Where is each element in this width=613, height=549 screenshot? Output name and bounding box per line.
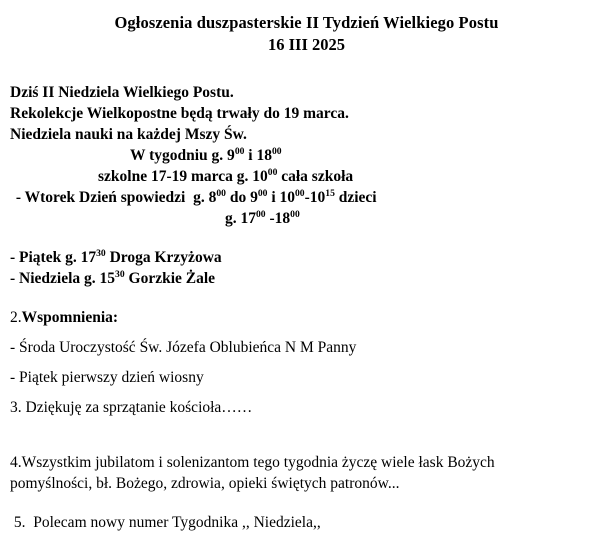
title-line-1: Ogłoszenia duszpasterskie II Tydzień Wielkiego Postu: [114, 13, 499, 32]
spacer-before-remembrances: [10, 289, 603, 307]
friday-devotion-suffix: Droga Krzyżowa: [105, 249, 222, 266]
remembrance-item-3: 3. Dziękuję za sprzątanie kościoła……: [10, 399, 253, 416]
closing-line-2: pomyślności, bł. Bożego, zdrowia, opieki świętych patronów...: [10, 475, 400, 492]
weekday-schedule-sup-1: 00: [234, 145, 245, 157]
school-schedule-sup: 00: [267, 166, 278, 178]
weekday-schedule-line: [10, 145, 603, 166]
remembrance-item-2: - Piątek pierwszy dzień wiosny: [10, 369, 204, 386]
remembrances-heading-number: 2.: [10, 309, 22, 326]
spacer-item-2-3: [10, 388, 603, 397]
spacer-after-title: [0, 56, 613, 82]
sunday-devotion-sup: 30: [115, 268, 125, 280]
hours-sup-2: 00: [290, 208, 300, 220]
intro-line-3: Niedziela nauki na każdej Mszy Św.: [10, 126, 247, 143]
hours-sup-1: 00: [256, 208, 266, 220]
sunday-devotion-suffix: Gorzkie Żale: [124, 270, 216, 287]
intro-line-2: Rekolekcje Wielkopostne będą trwały do 19 marca.: [10, 105, 349, 122]
confession-sup-1: 00: [216, 187, 226, 199]
sunday-devotion-line: [10, 268, 603, 289]
document-body: [0, 82, 613, 533]
title-line-2: 16 III 2025: [267, 35, 345, 54]
school-schedule-prefix: szkolne 17-19 marca g. 10: [98, 168, 268, 185]
confession-mid-2: i 10: [267, 189, 295, 206]
remembrances-heading-text: Wspomnienia:: [21, 309, 119, 326]
weekday-schedule-mid: i 18: [244, 147, 272, 164]
hours-mid: -18: [265, 210, 291, 227]
confession-mid-1: do 9: [225, 189, 258, 206]
friday-devotion-sup: 30: [96, 247, 106, 259]
confession-mid-3: -10: [304, 189, 326, 206]
spacer-item-1-2: [10, 358, 603, 367]
hours-line: [10, 208, 603, 229]
confession-sup-2: 00: [257, 187, 268, 199]
sunday-devotion-prefix: - Niedziela g. 15: [10, 270, 116, 287]
school-schedule-line: [10, 166, 603, 187]
spacer-before-final: [10, 494, 603, 512]
friday-devotion-prefix: - Piątek g. 17: [10, 249, 97, 266]
school-schedule-suffix: cała szkoła: [277, 168, 354, 185]
document-title: [0, 0, 613, 56]
weekday-schedule-prefix: W tygodniu g. 9: [130, 147, 235, 164]
closing-line-1: 4.Wszystkim jubilatom i solenizantom tego tygodnia życzę wiele łask Bożych: [10, 454, 495, 471]
remembrances-heading: [10, 307, 603, 328]
intro-line-1: Dziś II Niedziela Wielkiego Postu.: [10, 84, 234, 101]
confession-sup-4: 15: [325, 187, 335, 199]
confession-suffix: dzieci: [334, 189, 377, 206]
spacer-before-devotions: [10, 229, 603, 247]
remembrance-item-1: - Środa Uroczystość Św. Józefa Oblubieńca N M Panny: [10, 339, 357, 356]
friday-devotion-line: [10, 247, 603, 268]
closing-line-3: 5. Polecam nowy numer Tygodnika ,, Niedziela,,: [10, 514, 321, 531]
spacer-before-closing: [10, 418, 603, 452]
hours-prefix: g. 17: [225, 210, 256, 227]
confession-sup-3: 00: [295, 187, 305, 199]
weekday-schedule-sup-2: 00: [271, 145, 282, 157]
confession-line: [10, 187, 603, 208]
spacer-remembrances-items: [10, 328, 603, 337]
confession-prefix: - Wtorek Dzień spowiedzi g. 8: [12, 189, 217, 206]
